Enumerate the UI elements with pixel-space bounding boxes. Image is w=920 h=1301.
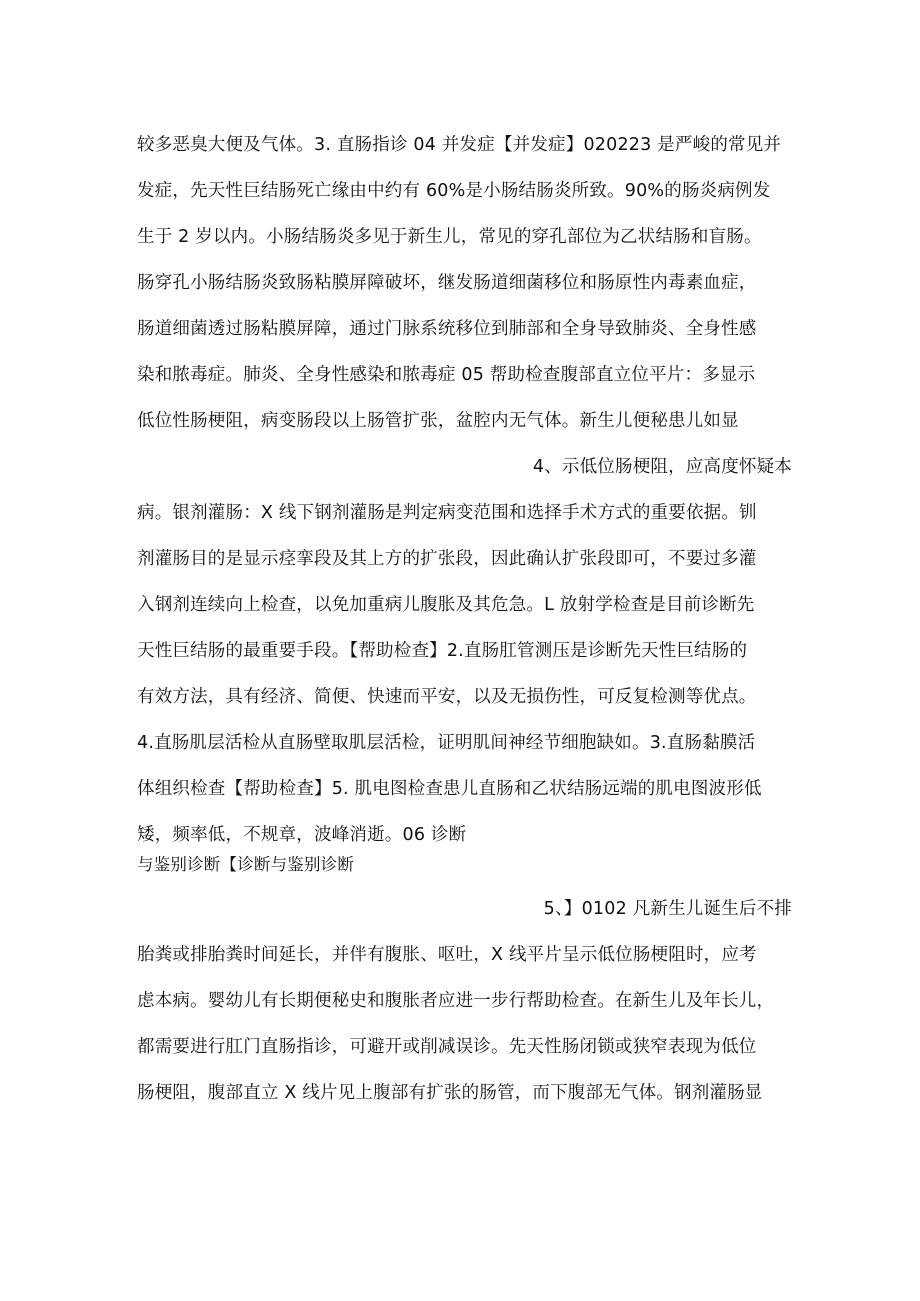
text-line-right-aligned: 4、示低位肠梗阻，应高度怀疑本 bbox=[532, 457, 792, 477]
text-line: 胎粪或排胎粪时间延长，并伴有腹胀、呕吐，X 线平片呈示低位肠梗阻时，应考 bbox=[137, 945, 757, 965]
text-line: 与鉴别诊断【诊断与鉴别诊断 bbox=[137, 855, 355, 874]
text-line: 发症，先天性巨结肠死亡缘由中约有 60%是小肠结肠炎所致。90%的肠炎病例发 bbox=[137, 181, 771, 201]
text-line: 剂灌肠目的是显示痉挛段及其上方的扩张段，因此确认扩张段即可，不要过多灌 bbox=[137, 549, 757, 569]
text-line: 都需要进行肛门直肠指诊，可避开或削减误诊。先天性肠闭锁或狭窄表现为低位 bbox=[137, 1037, 757, 1057]
text-line: 入钢剂连续向上检查，以免加重病儿腹胀及其危急。L 放射学检查是目前诊断先 bbox=[137, 595, 755, 615]
text-line: 肠穿孔小肠结肠炎致肠粘膜屏障破坏，继发肠道细菌移位和肠原性内毒素血症， bbox=[137, 273, 757, 293]
text-line: 天性巨结肠的最重要手段。【帮助检查】2.直肠肛管测压是诊断先天性巨结肠的 bbox=[137, 641, 748, 661]
text-line: 矮，频率低，不规章，波峰消逝。06 诊断 bbox=[137, 825, 467, 845]
text-line: 4.直肠肌层活检从直肠壁取肌层活检，证明肌间神经节细胞缺如。3.直肠黏膜活 bbox=[137, 733, 756, 753]
text-line: 较多恶臭大便及气体。3. 直肠指诊 04 并发症【并发症】020223 是严峻的常见并 bbox=[137, 135, 782, 155]
text-line-right-aligned: 5、】0102 凡新生儿诞生后不排 bbox=[543, 899, 792, 919]
text-line: 虑本病。婴幼儿有长期便秘史和腹胀者应进一步行帮助检查。在新生儿及年长儿， bbox=[137, 991, 775, 1011]
text-line: 有效方法，具有经济、简便、快速而平安，以及无损伤性，可反复检测等优点。 bbox=[137, 687, 757, 707]
text-line: 生于 2 岁以内。小肠结肠炎多见于新生儿，常见的穿孔部位为乙状结肠和盲肠。 bbox=[137, 227, 762, 247]
text-line: 肠道细菌透过肠粘膜屏障，通过门脉系统移位到肺部和全身导致肺炎、全身性感 bbox=[137, 319, 757, 339]
text-line: 染和脓毒症。肺炎、全身性感染和脓毒症 05 帮助检查腹部直立位平片：多显示 bbox=[137, 365, 756, 385]
text-line: 肠梗阻，腹部直立 X 线片见上腹部有扩张的肠管，而下腹部无气体。钢剂灌肠显 bbox=[137, 1083, 763, 1103]
text-line: 体组织检查【帮助检查】5. 肌电图检查患儿直肠和乙状结肠远端的肌电图波形低 bbox=[137, 779, 762, 799]
text-line: 病。银剂灌肠：X 线下钢剂灌肠是判定病变范围和选择手术方式的重要依据。钏 bbox=[137, 503, 757, 523]
text-line: 低位性肠梗阻，病变肠段以上肠管扩张，盆腔内无气体。新生儿便秘患儿如显 bbox=[137, 411, 739, 431]
